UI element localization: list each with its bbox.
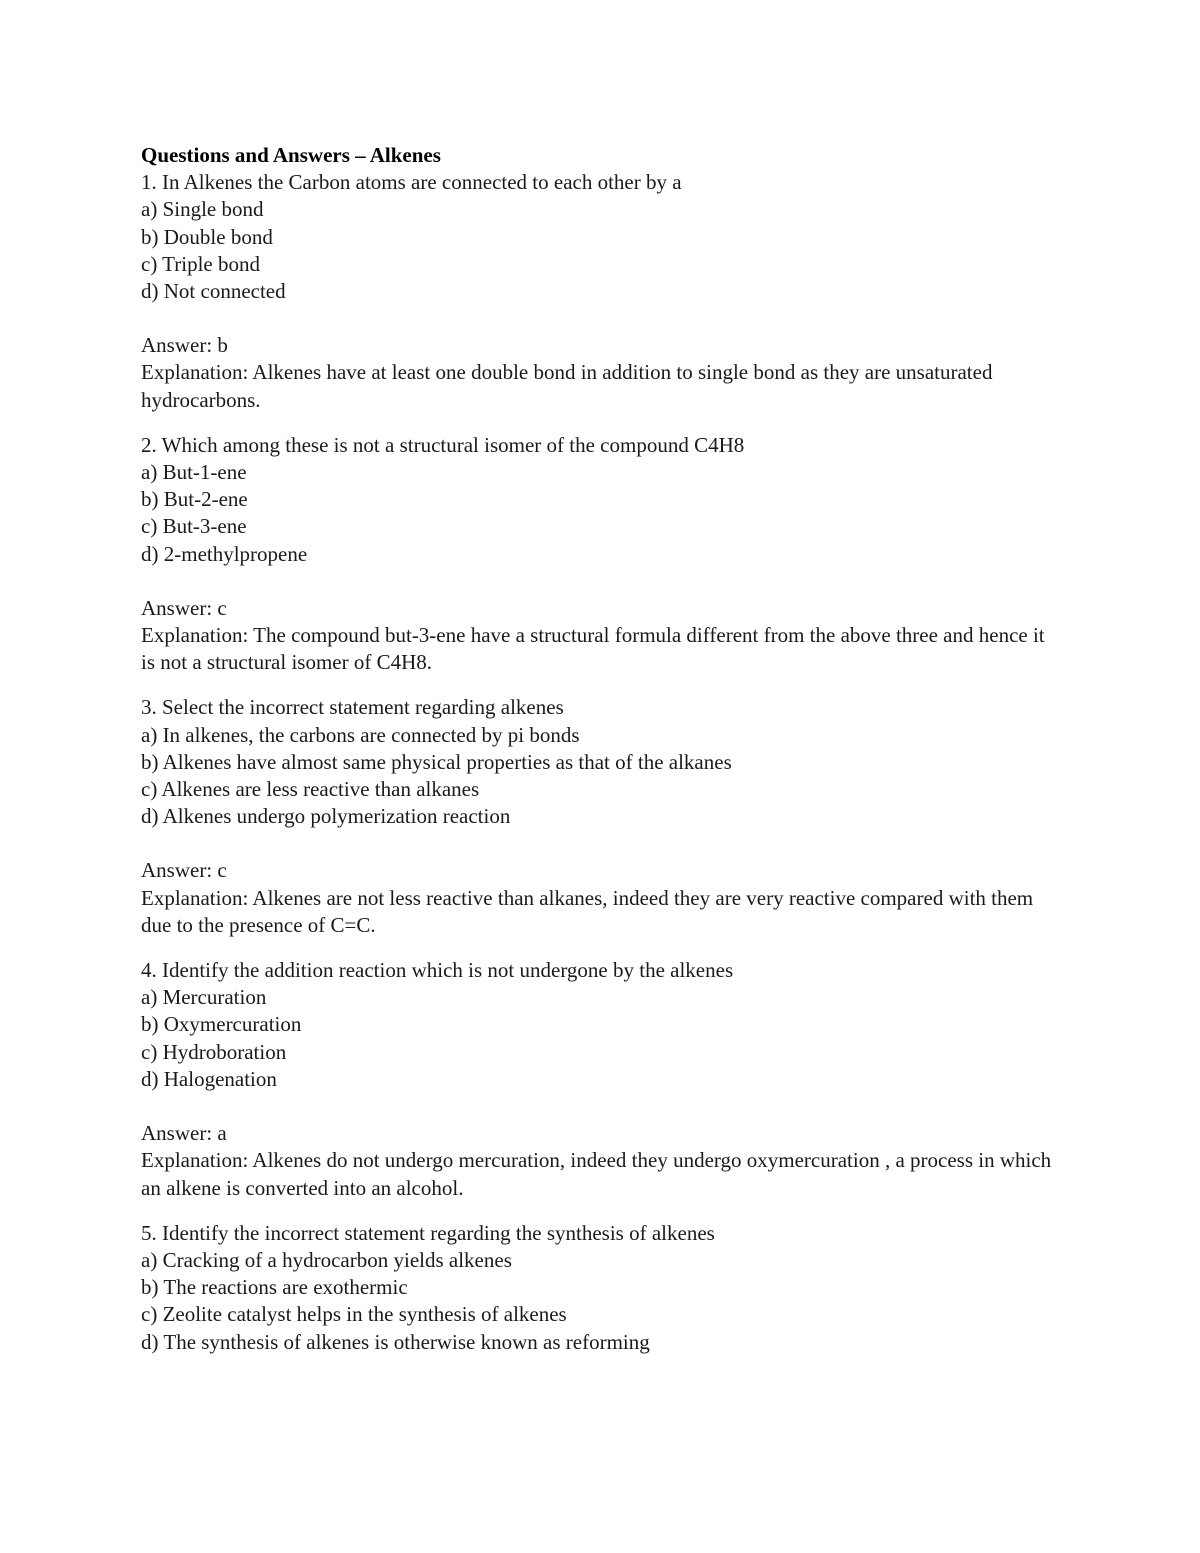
- option-d: d) 2-methylpropene: [141, 541, 308, 566]
- option-b: b) But-2-ene: [141, 487, 248, 512]
- option-c: c) Triple bond: [141, 251, 261, 276]
- option-c: c) But-3-ene: [141, 514, 247, 539]
- question-text: 4. Identify the addition reaction which is not undergone by the alkenes: [141, 958, 734, 983]
- question-block-1: [141, 169, 1061, 414]
- question-block-4: [141, 957, 1061, 1202]
- option-c: c) Zeolite catalyst helps in the synthesis of alkenes: [141, 1302, 567, 1327]
- option-a: a) In alkenes, the carbons are connected by pi bonds: [141, 722, 580, 747]
- answer-text: Answer: b: [141, 333, 228, 358]
- explanation-text: Explanation: The compound but-3-ene have a structural formula different from the above three and hence it is not a structural isomer of C4H8.: [141, 623, 1045, 675]
- question-text: 1. In Alkenes the Carbon atoms are connected to each other by a: [141, 170, 682, 195]
- option-c: c) Alkenes are less reactive than alkanes: [141, 777, 480, 802]
- question-text: 3. Select the incorrect statement regarding alkenes: [141, 695, 564, 720]
- option-c: c) Hydroboration: [141, 1039, 287, 1064]
- question-block-3: [141, 694, 1061, 939]
- answer-text: Answer: c: [141, 595, 227, 620]
- option-d: d) Halogenation: [141, 1066, 277, 1091]
- answer-text: Answer: a: [141, 1121, 227, 1146]
- answer-text: Answer: c: [141, 858, 227, 883]
- option-d: d) Alkenes undergo polymerization reaction: [141, 804, 511, 829]
- question-block-5: [141, 1220, 1061, 1356]
- question-block-2: [141, 432, 1061, 677]
- option-d: d) The synthesis of alkenes is otherwise known as reforming: [141, 1329, 650, 1354]
- explanation-text: Explanation: Alkenes are not less reactive than alkanes, indeed they are very reactive compared with them due to the presence of C=C.: [141, 885, 1034, 937]
- option-b: b) Alkenes have almost same physical properties as that of the alkanes: [141, 749, 732, 774]
- option-a: a) Single bond: [141, 197, 264, 222]
- page-title: Questions and Answers – Alkenes: [141, 143, 441, 167]
- explanation-text: Explanation: Alkenes have at least one double bond in addition to single bond as they are unsaturated hydrocarbons.: [141, 360, 993, 412]
- explanation-text: Explanation: Alkenes do not undergo mercuration, indeed they undergo oxymercuration , a process in which an alkene is converted into an alcohol.: [141, 1148, 1052, 1200]
- option-a: a) But-1-ene: [141, 460, 247, 485]
- option-a: a) Cracking of a hydrocarbon yields alkenes: [141, 1247, 512, 1272]
- option-d: d) Not connected: [141, 279, 286, 304]
- question-text: 2. Which among these is not a structural isomer of the compound C4H8: [141, 432, 745, 457]
- option-b: b) Oxymercuration: [141, 1012, 302, 1037]
- option-b: b) Double bond: [141, 224, 273, 249]
- option-b: b) The reactions are exothermic: [141, 1275, 408, 1300]
- option-a: a) Mercuration: [141, 985, 267, 1010]
- document-page: [141, 142, 1061, 1356]
- question-text: 5. Identify the incorrect statement regarding the synthesis of alkenes: [141, 1220, 715, 1245]
